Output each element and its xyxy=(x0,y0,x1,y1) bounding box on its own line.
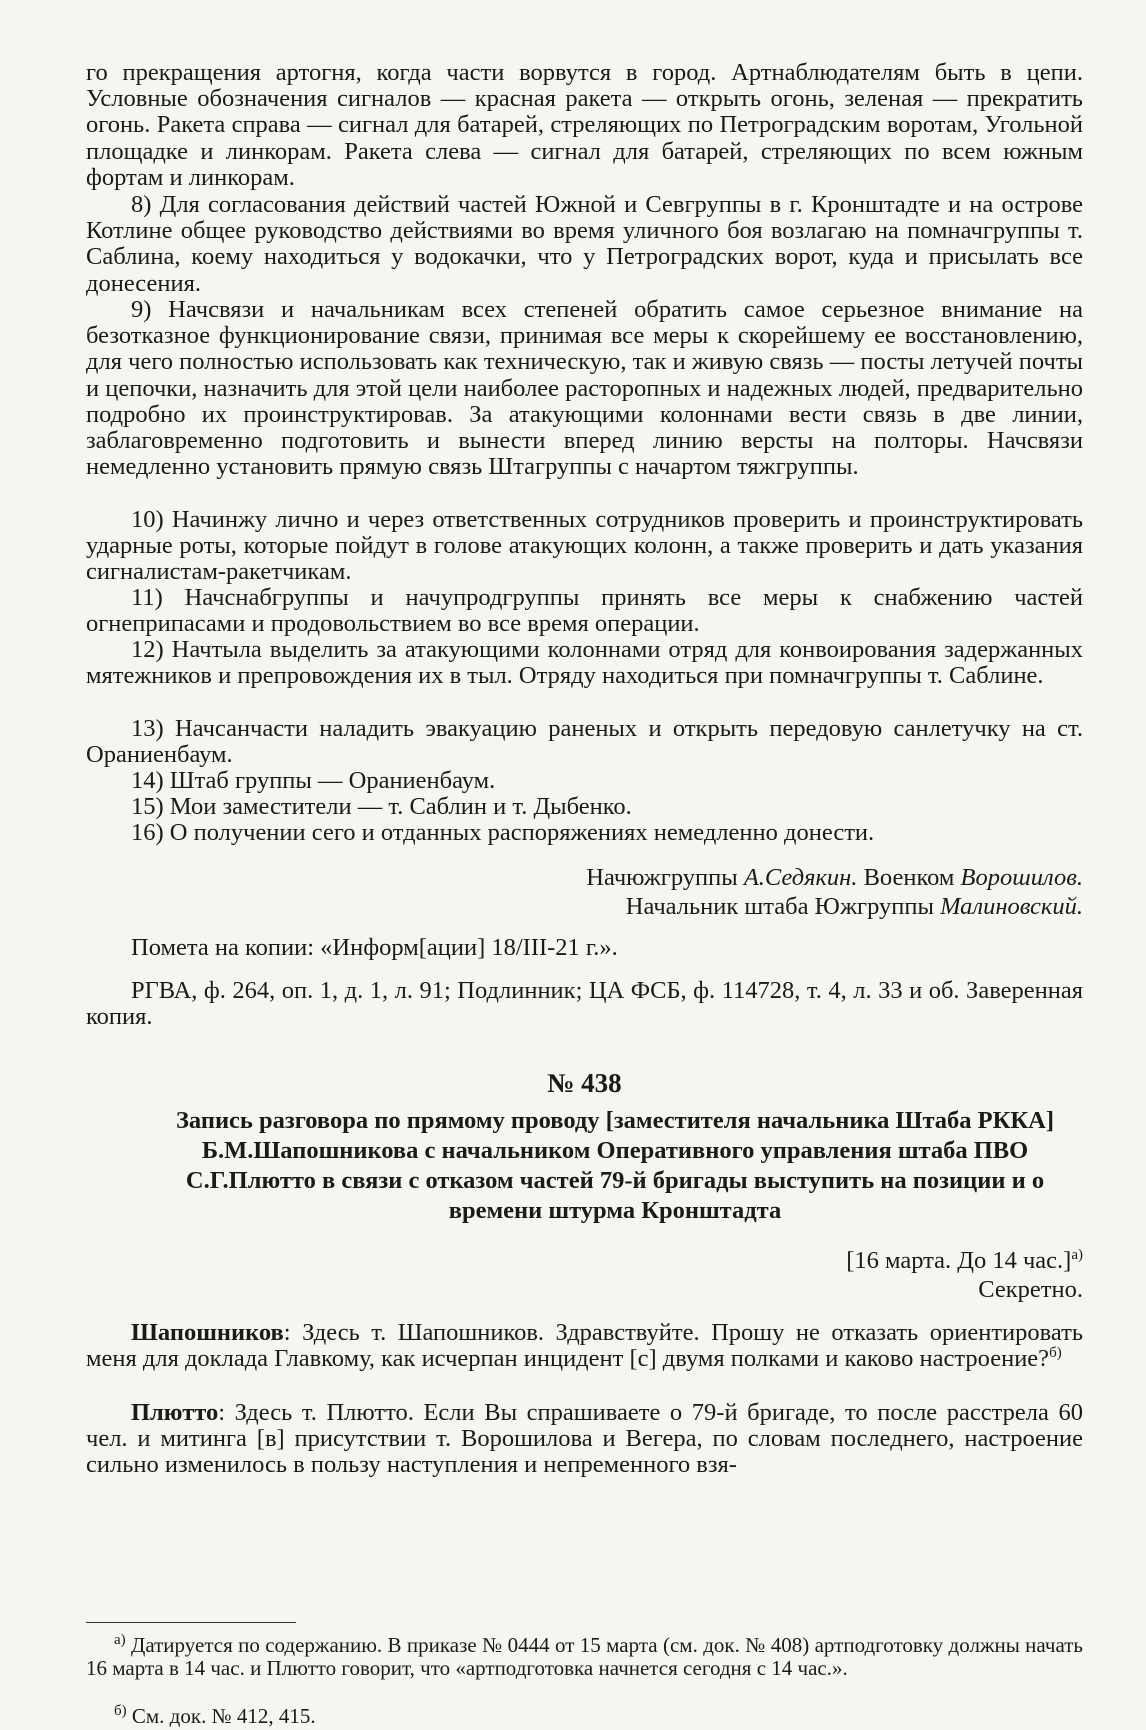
classification: Секретно. xyxy=(978,1276,1083,1303)
speaker-name: Шапошников xyxy=(131,1319,284,1346)
copy-note: Помета на копии: «Информ[ации] 18/III-21 г.». xyxy=(131,934,618,961)
footnote-a: $^{а)}$ Датируется по содержанию. В приказе № 0444 от 15 марта (см. док. № 408) артподготовку должны начать 16 марта в 14 час. и Плютто говорит, что «артподготовка начнется сегодня с 14 час.». xyxy=(86,1632,1083,1680)
paragraph-item-9: 9) Начсвязи и начальникам всех степеней обратить самое серьезное внимание на безотказное функционирование связи, принимая все меры к скорейшему ее восстановлению, для чего полностью использовать как техническую, так и живую связь — посты летучей почты и цепочки, назначить для этой цели наиболее расторопных и надежных людей, предварительно подробно их проинструктировав. За атакующими колоннами вести связь в две линии, заблаговременно подготовить и вынести вперед линию версты на полторы. Начсвязи немедленно установить прямую связь Штагруппы с начартом тяжгруппы. xyxy=(86,296,1083,481)
paragraph-item-12: 12) Начтыла выделить за атакующими колоннами отряд для конвоирования задержанных мятежников и препровождения их в тыл. Отряду находиться при помначгруппы т. Саблине. xyxy=(86,636,1083,690)
paragraph-item-16: 16) О получении сего и отданных распоряжениях немедленно донести. xyxy=(131,819,875,846)
paragraph-item-11: 11) Начснабгруппы и начупродгруппы принять все меры к снабжению частей огнеприпасами и продовольствием во все время операции. xyxy=(86,584,1083,638)
dialogue-plyutto: Плютто: Здесь т. Плютто. Если Вы спрашиваете о 79-й бригаде, то после расстрела 60 чел. и митинга [в] присутствии т. Ворошилова и Вегера, по словам последнего, настроение сильно изменилось в пользу наступления и непременного взя- xyxy=(86,1399,1083,1479)
paragraph-item-15: 15) Мои заместители — т. Саблин и т. Дыбенко. xyxy=(131,793,632,820)
paragraph-item-14: 14) Штаб группы — Ораниенбаум. xyxy=(131,767,496,794)
paragraph-continuation: го прекращения артогня, когда части ворвутся в город. Артнаблюдателям быть в цепи. Условные обозначения сигналов — красная ракета — открыть огонь, зеленая — прекратить огонь. Ракета справа — сигнал для батарей, стреляющих по Петроградским воротам, Угольной площадке и линкорам. Ракета слева — сигнал для батарей, стреляющих по всем южным фортам и линкорам. xyxy=(86,59,1083,191)
footnote-divider xyxy=(86,1622,296,1623)
archive-reference: РГВА, ф. 264, оп. 1, д. 1, л. 91; Подлинник; ЦА ФСБ, ф. 114728, т. 4, л. 33 и об. Заверенная копия. xyxy=(86,977,1083,1031)
doc-date: [16 марта. До 14 час.]$^{а)}$ xyxy=(846,1246,1083,1274)
paragraph-item-13: 13) Начсанчасти наладить эвакуацию раненых и открыть передовую санлетучку на ст. Ораниенбаум. xyxy=(86,715,1083,769)
doc-title: Запись разговора по прямому проводу [заместителя начальника Штаба РККА] Б.М.Шапошникова с начальником Оперативного управления штаба ПВО С.Г.Плютто в связи с отказом частей 79-й бригады выступить на позиции и о времени штурма Кронштадта xyxy=(175,1107,1055,1224)
doc-number: № 438 xyxy=(547,1068,622,1098)
signature-line-1: Начюжгруппы А.Седякин. Военком Ворошилов. xyxy=(586,864,1083,891)
signature-malinovsky: Малиновский. xyxy=(940,893,1083,920)
speaker-name: Плютто xyxy=(131,1399,219,1426)
dialogue-shaposhnikov: Шапошников: Здесь т. Шапошников. Здравствуйте. Прошу не отказать ориентировать меня для доклада Главкому, как исчерпан инцидент [с] двумя полками и каково настроение?$^{б)}$ xyxy=(86,1319,1083,1373)
footnote-b: $^{б)}$ См. док. № 412, 415. xyxy=(114,1703,316,1728)
paragraph-item-8: 8) Для согласования действий частей Южной и Севгруппы в г. Кронштадте и на острове Котлине общее руководство действиями во время уличного боя возлагаю на помначгруппы т. Саблина, коему находиться у водокачки, что у Петроградских ворот, куда и присылать все донесения. xyxy=(86,191,1083,297)
signature-voroshilov: Ворошилов. xyxy=(960,864,1083,891)
signature-sedyakin: А.Седякин. xyxy=(743,864,858,891)
signature-line-2: Начальник штаба Южгруппы Малиновский. xyxy=(625,893,1083,920)
paragraph-item-10: 10) Начинжу лично и через ответственных сотрудников проверить и проинструктировать ударные роты, которые пойдут в голове атакующих колонн, а также проверить и дать указания сигналистам-ракетчикам. xyxy=(86,506,1083,586)
